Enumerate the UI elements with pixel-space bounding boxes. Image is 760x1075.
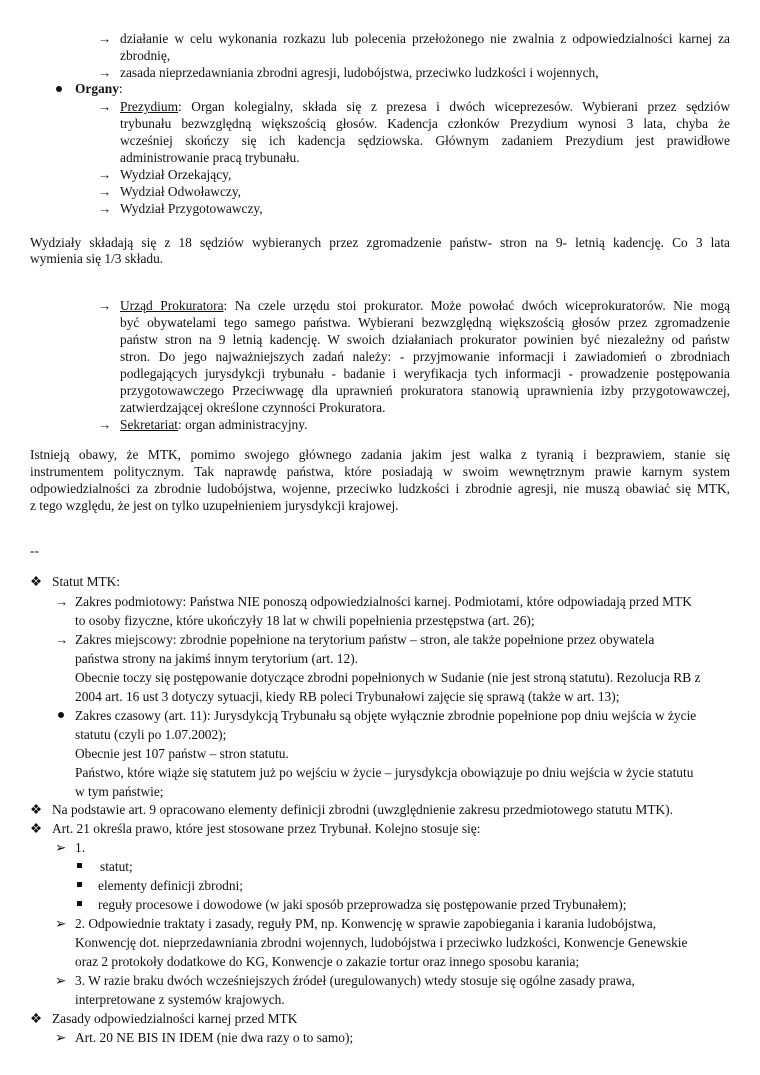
art21-heading: Art. 21 określa prawo, które jest stosowane przez Trybunał. Kolejno stosuje się: [52, 821, 481, 836]
list-item: Wydział Przygotowawczy, [120, 201, 263, 216]
paragraph-line: wymienia się 1/3 składu. [30, 251, 164, 266]
prokurator-line: państw stron na 9 letnią kadencję. W swoich działaniach prokurator powinien być niezależny od państw [120, 332, 730, 347]
statut-line: Zakres podmiotowy: Państwa NIE ponoszą odpowiedzialności karnej. Podmiotami, które odpowiadają przed MTK [75, 594, 692, 609]
arrow-icon: → [98, 167, 112, 182]
bullet-icon [58, 712, 64, 718]
arrow-icon: → [98, 201, 112, 216]
diamond-bullet-icon: ❖ [30, 821, 43, 836]
square-bullet-icon [77, 863, 82, 868]
arrow-icon: → [98, 31, 112, 46]
zasady-heading: Zasady odpowiedzialności karnej przed MTK [52, 1011, 298, 1026]
statut-heading: Statut MTK: [52, 574, 121, 589]
art21-item: 3. W razie braku dwóch wcześniejszych źródeł (uregulowanych) wtedy stosuje się ogólne zasady prawa, [75, 973, 635, 988]
prokurator-item: Urząd Prokuratora: Na czele urzędu stoi prokurator. Może powołać dwóch wiceprokuratorów. Nie mogą [120, 298, 730, 313]
arrow-icon: → [98, 65, 112, 80]
statut-line: państwa strony na jakimś innym terytorium (art. 12). [75, 651, 359, 666]
chevron-bullet-icon: ➢ [55, 973, 67, 988]
square-bullet-icon [77, 882, 82, 887]
sekretariat-item: Sekretariat: organ administracyjny. [120, 417, 308, 432]
prokurator-line: zatwierdzającej określone czynności Prokuratora. [120, 400, 386, 415]
art21-item: oraz 2 protokoły dodatkowe do KG, Konwencje o zakazie tortur oraz innego sposobu karania; [75, 954, 580, 969]
chevron-bullet-icon: ➢ [55, 840, 67, 855]
prokurator-line: stron. Do jego najważniejszych zadań należy: - przyjmowanie informacji i zawiadomień o zbrodniach [120, 349, 730, 364]
statut-line: to osoby fizyczne, które ukończyły 18 lat w chwili popełnienia przestępstwa (art. 26); [75, 613, 535, 628]
separator: -- [30, 543, 39, 558]
art21-subitem: statut; [100, 859, 133, 874]
zasady-item: Art. 20 NE BIS IN IDEM (nie dwa razy o to samo); [75, 1030, 354, 1045]
prokurator-line: być obywatelami tego samego państwa. Wybierani bezwzględną większością głosów przez zgromadzenie [120, 315, 730, 330]
prezydium-line: trybunału bezwzględną większością głosów. Kadencja członków Prezydium wynosi 3 lata, chyba że [120, 116, 730, 131]
list-item: działanie w celu wykonania rozkazu lub polecenia przełożonego nie zwalnia z odpowiedzialności karnej za [120, 31, 730, 46]
statut-line: Państwo, które wiąże się statutem już po wejściu w życie – jurysdykcja obowiązuje po dniu wejścia w życie statutu [75, 765, 694, 780]
statut-line: Obecnie toczy się postępowanie dotyczące zbrodni popełnionych w Sudanie (nie jest stroną statutu). Rezolucja RB z [75, 670, 701, 685]
art21-item: 1. [75, 840, 86, 855]
list-item: zasada nieprzedawniania zbrodni agresji, ludobójstwa, przeciwko ludzkości i wojennych, [120, 65, 599, 80]
list-item: Wydział Odwoławczy, [120, 184, 242, 199]
art9-line: Na podstawie art. 9 opracowano elementy definicji zbrodni (uwzględnienie zakresu przedmiotowego statutu MTK). [52, 802, 673, 817]
statut-line: w tym państwie; [75, 784, 164, 799]
statut-line: statutu (czyli po 1.07.2002); [75, 727, 227, 742]
statut-line: Obecnie jest 107 państw – stron statutu. [75, 746, 289, 761]
arrow-icon: → [98, 298, 112, 313]
prokurator-line: przygotowawczego Przeciwwagę dla uprawnień prokuratora stanowią uprawnienia izby przygotowawczej, [120, 383, 730, 398]
statut-line: Zakres czasowy (art. 11): Jurysdykcją Trybunału są objęte wyłącznie zbrodnie popełnione pop dniu wejścia w życie [75, 708, 697, 723]
art21-item: Konwencję dot. nieprzedawniania zbrodni wojennych, ludobójstwa i przeciwko ludzkości, Konwencje Genewskie [75, 935, 688, 950]
arrow-icon: → [55, 594, 69, 609]
paragraph-line: odpowiedzialności za zbrodnie ludobójstwa, wojenne, przeciwko ludzkości i zbrodnie agresji, nie muszą obawiać się MTK, [30, 481, 730, 496]
bullet-icon [56, 86, 62, 92]
prezydium-item: Prezydium: Organ kolegialny, składa się z prezesa i dwóch wiceprezesów. Wybierani przez sędziów [120, 99, 730, 114]
arrow-icon: → [98, 99, 112, 114]
art21-subitem: elementy definicji zbrodni; [98, 878, 244, 893]
paragraph-line: Wydziały składają się z 18 sędziów wybieranych przez zgromadzenie państw- stron na 9- letnią kadencję. Co 3 lata [30, 235, 730, 250]
organy-heading: Organy: [75, 81, 123, 96]
prezydium-line: wcześniej skończy się ich kadencja sędziowska. Głównym zadaniem Prezydium jest prawidłowe [120, 133, 730, 148]
art21-item: interpretowane z systemów krajowych. [75, 992, 285, 1007]
paragraph-line: z tego względu, że jest on tylko uzupełnieniem jurysdykcji krajowej. [30, 498, 399, 513]
diamond-bullet-icon: ❖ [30, 802, 43, 817]
art21-item: 2. Odpowiednie traktaty i zasady, reguły PM, np. Konwencję w sprawie zapobiegania i karania ludobójstwa, [75, 916, 657, 931]
prokurator-line: podlegających jurysdykcji trybunału - badanie i weryfikacja tych informacji - prowadzenie postępowania [120, 366, 730, 381]
paragraph-line: Istnieją obawy, że MTK, pomimo swojego głównego zadania jakim jest walka z tyranią i bezprawiem, stanie się [30, 447, 730, 462]
paragraph-line: instrumentem politycznym. Tak naprawdę państwa, które posiadają w swoim wewnętrznym prawie karnym system [30, 464, 730, 479]
prezydium-line: administrowanie pracą trybunału. [120, 150, 300, 165]
art21-subitem: reguły procesowe i dowodowe (w jaki sposób przeprowadza się postępowanie przed Trybunałem); [98, 897, 627, 912]
diamond-bullet-icon: ❖ [30, 1011, 43, 1026]
arrow-icon: → [98, 184, 112, 199]
statut-line: 2004 art. 16 ust 3 dotyczy sytuacji, kiedy RB poleci Trybunałowi zajęcie się sprawą (także w art. 13); [75, 689, 620, 704]
arrow-icon: → [55, 632, 69, 647]
square-bullet-icon [77, 901, 82, 906]
list-item-cont: zbrodnię, [120, 48, 171, 63]
chevron-bullet-icon: ➢ [55, 1030, 67, 1045]
diamond-bullet-icon: ❖ [30, 574, 43, 589]
statut-line: Zakres miejscowy: zbrodnie popełnione na terytorium państw – stron, ale także popełnione przez obywatela [75, 632, 655, 647]
arrow-icon: → [98, 417, 112, 432]
chevron-bullet-icon: ➢ [55, 916, 67, 931]
list-item: Wydział Orzekający, [120, 167, 232, 182]
